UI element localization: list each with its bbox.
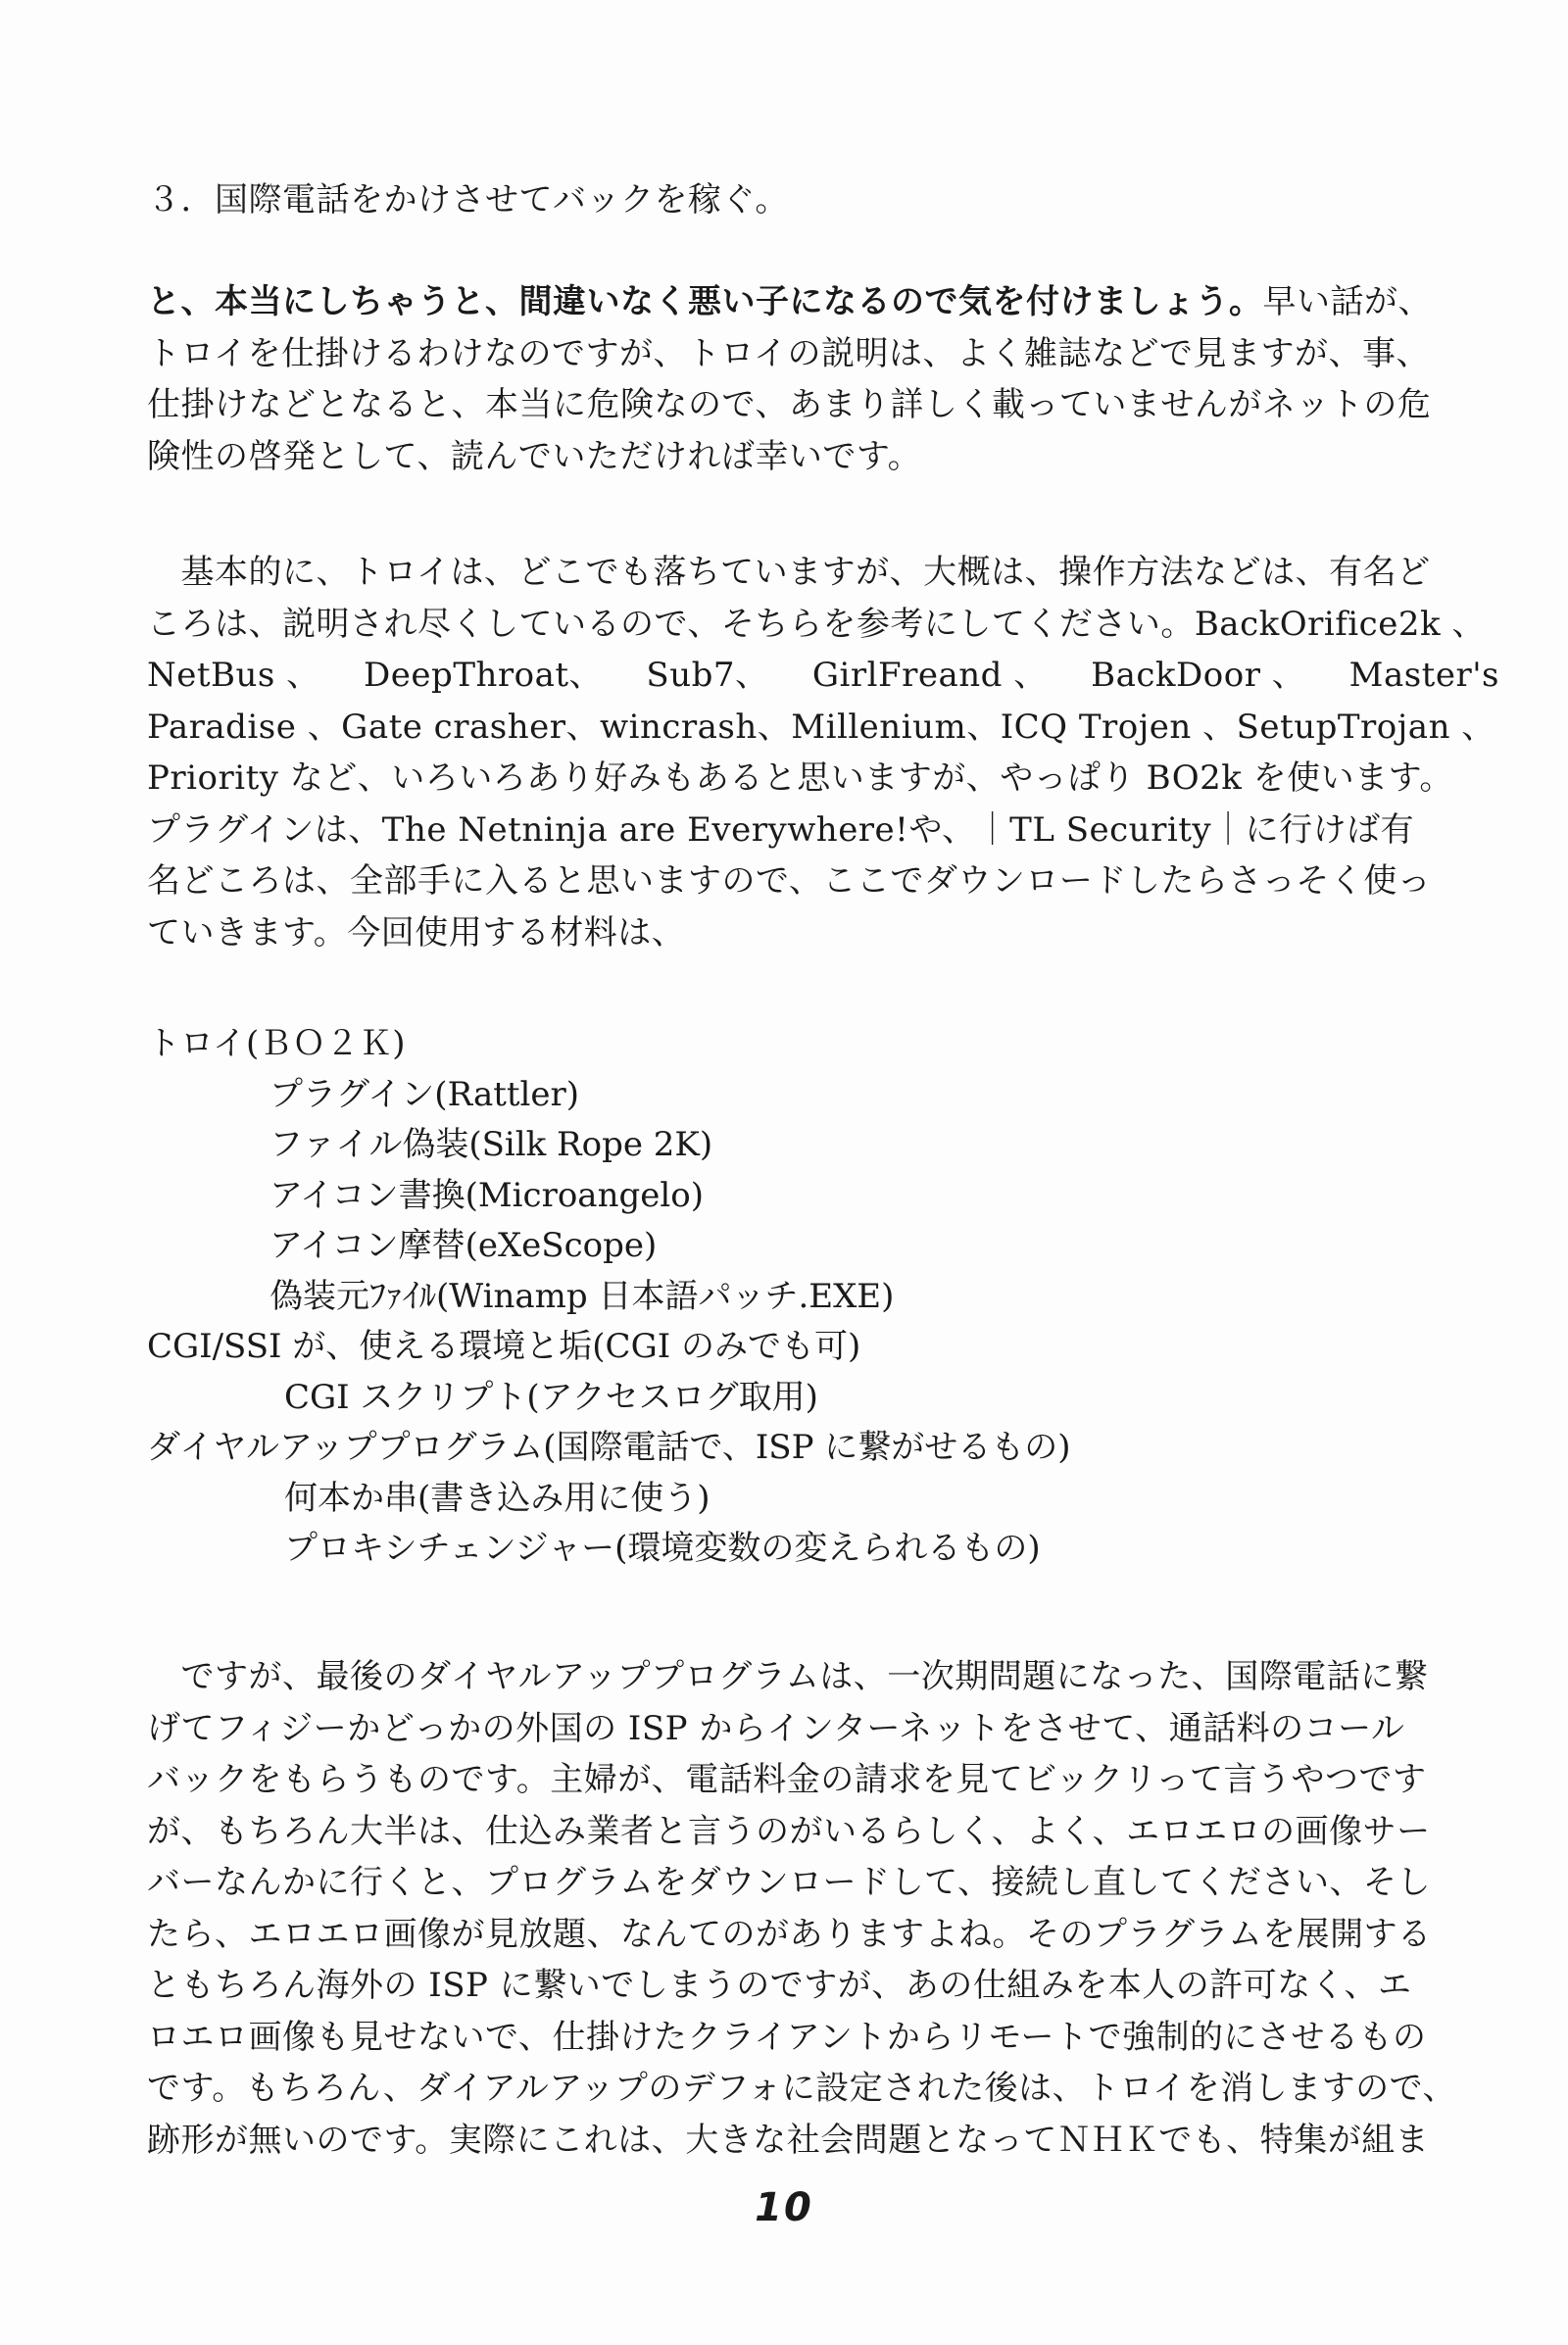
basics-line-2: ころは、説明され尽くしているので、そちらを参考にしてください。BackOrifice2k 、 [147,604,1486,644]
basics-line-8: ていきます。今回使用する材料は、 [147,912,686,953]
closing-line: バーなんかに行くと、プログラムをダウンロードして、接続し直してください、そし [147,1863,1431,1902]
closing-line: たら、エロエロ画像が見放題、なんてのがありますよね。そのプラグラムを展開する [147,1914,1432,1954]
closing-line: 跡形が無いのです。実際にこれは、大きな社会問題となってＮＨＫでも、特集が組ま [147,2120,1430,2160]
material-item: 偽装元ﾌｧｲﾙ(Winamp 日本語パッチ.EXE) [270,1276,895,1316]
closing-line: げてフィジーかどっかの外国の ISP からインターネットをさせて、通話料のコール [147,1708,1405,1748]
basics-line-5: Priority など、いろいろあり好みもあると思いますが、やっぱり BO2k を使います。 [147,758,1453,798]
section-heading: ３．国際電話をかけさせてバックを稼ぐ。 [147,180,789,220]
intro-paragraph [147,276,1499,482]
material-item: プロキシチェンジャー(環境変数の変えられるもの) [284,1529,1041,1568]
trojan-name: DeepThroat、 [364,656,604,695]
page-number: 10 [755,2185,813,2230]
trojan-name: Sub7、 [646,656,769,695]
material-item: トロイ(ＢＯ２Ｋ) [147,1024,406,1063]
material-item: CGI スクリプト(アクセスログ取用) [284,1377,818,1417]
trojan-name: NetBus 、 [147,656,320,695]
materials-list [147,1019,1499,1575]
material-item: プラグイン(Rattler) [270,1074,580,1114]
trojan-name: BackDoor 、 [1091,656,1306,695]
material-item: アイコン書換(Microangelo) [270,1175,704,1215]
material-item: ダイヤルアッププログラム(国際電話で、ISP に繋がせるもの) [147,1428,1071,1467]
material-item: ファイル偽装(Silk Rope 2K) [270,1125,713,1164]
trojan-name: GirlFreand 、 [811,656,1048,695]
closing-paragraph [147,1651,1499,2166]
closing-line: ですが、最後のダイヤルアッププログラムは、一次期問題になった、国際電話に繋 [147,1657,1429,1696]
intro-line-1 [147,276,1499,328]
material-item: CGI/SSI が、使える環境と垢(CGI のみでも可) [147,1327,861,1366]
closing-line: です。もちろん、ダイアルアップのデフォに設定された後は、トロイを消しますので、 [147,2069,1456,2108]
basics-line-1: 基本的に、トロイは、どこでも落ちていますが、大概は、操作方法などは、有名ど [147,553,1431,592]
basics-line-7: 名どころは、全部手に入ると思いますので、ここでダウンロードしたらさっそく使っ [147,861,1432,901]
intro-line-3: 仕掛けなどとなると、本当に危険なので、あまり詳しく載っていませんがネットの危 [147,385,1432,424]
intro-line-2: トロイを仕掛けるわけなのですが、トロイの説明は、よく雑誌などで見ますが、事、 [147,333,1430,373]
basics-paragraph [147,547,1499,958]
basics-line-3 [147,650,1499,702]
intro-line-1-rest: 早い話が、 [1262,282,1432,321]
section-heading-block [147,174,1499,226]
closing-line: バックをもらうものです。主婦が、電話料金の請求を見てビックリって言うやつです [147,1760,1427,1799]
closing-line: ロエロ画像も見せないで、仕掛けたクライアントからリモートで強制的にさせるもの [147,2017,1427,2057]
material-item: 何本か串(書き込み用に使う) [284,1478,710,1518]
intro-bold-lead: と、本当にしちゃうと、間違いなく悪い子になるので気を付けましょう。 [147,282,1263,321]
closing-line: が、もちろん大半は、仕込み業者と言うのがいるらしく、よく、エロエロの画像サー [147,1811,1431,1851]
basics-line-6: プラグインは、The Netninja are Everywhere!や、｜TL Security｜に行けば有 [147,809,1415,850]
trojan-name: Master's [1348,656,1499,695]
material-item: アイコン摩替(eXeScope) [270,1226,658,1265]
closing-line: ともちろん海外の ISP に繋いでしまうのですが、あの仕組みを本人の許可なく、エ [147,1966,1412,2005]
intro-line-4: 険性の啓発として、読んでいただければ幸いです。 [147,436,922,476]
basics-line-4: Paradise 、Gate crasher、wincrash、Millenium、ICQ Trojen 、SetupTrojan 、 [147,707,1495,747]
